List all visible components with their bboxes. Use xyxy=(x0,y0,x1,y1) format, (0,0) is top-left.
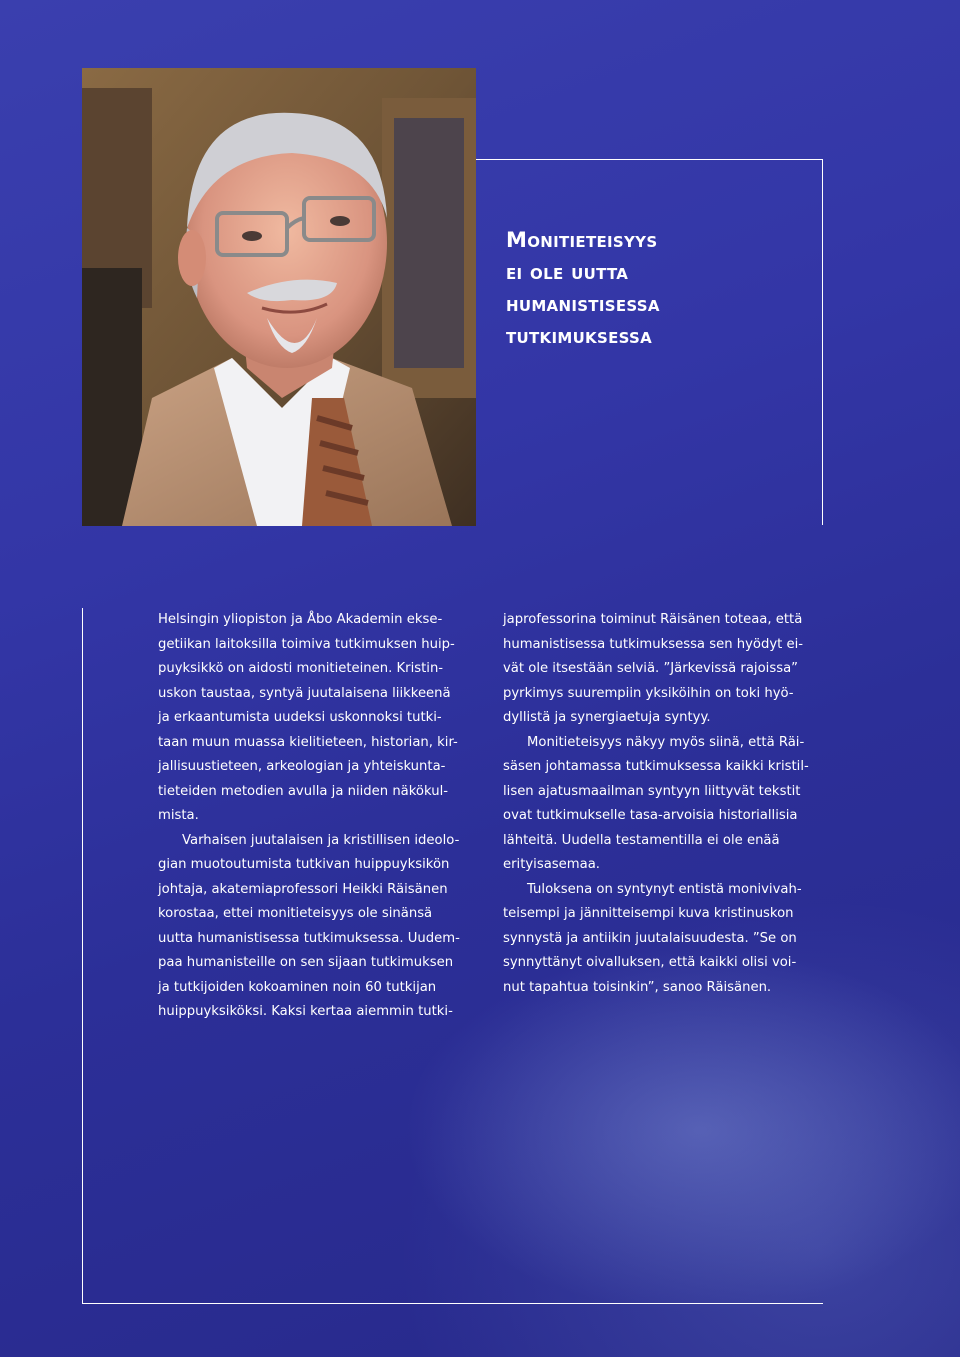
text-line: japrofessorina toiminut Räisänen toteaa, että xyxy=(503,612,803,627)
left-text-column xyxy=(158,608,480,1025)
title-line-1: Monitieteisyys xyxy=(506,228,658,252)
text-line: puyksikkö on aidosti monitieteinen. Kristin- xyxy=(158,661,444,676)
text-line: lähteitä. Uudella testamentilla ei ole enää xyxy=(503,832,780,848)
text-line: paa humanisteille on sen sijaan tutkimuksen xyxy=(158,955,454,970)
portrait-photo xyxy=(82,68,476,526)
text-line: huippuyksiköksi. Kaksi kertaa aiemmin tutki- xyxy=(158,1004,453,1019)
text-line: ja erkaantumista uudeksi uskonnoksi tutki- xyxy=(158,710,442,725)
text-line: Tuloksena on syntynyt entistä monivivah- xyxy=(527,881,802,897)
text-line: mista. xyxy=(158,808,199,823)
text-line: pyrkimys suurempiin yksiköihin on toki hyö- xyxy=(503,685,794,701)
text-line: taan muun muassa kielitieteen, historian, kir- xyxy=(158,734,458,750)
frame-bottom-line xyxy=(82,1303,823,1304)
text-line: Varhaisen juutalaisen ja kristillisen ideolo- xyxy=(182,832,460,848)
text-line: dyllistä ja synergiaetuja syntyy. xyxy=(503,710,711,725)
text-line: uskon taustaa, syntyä juutalaisena liikkeenä xyxy=(158,685,451,701)
text-line: erityisasemaa. xyxy=(503,857,600,872)
title-line-4: tutkimuksessa xyxy=(506,324,653,348)
text-line: johtaja, akatemiaprofessori Heikki Räisänen xyxy=(158,881,448,897)
text-line: synnystä ja antiikin juutalaisuudesta. ”Se on xyxy=(503,930,797,946)
frame-top-line xyxy=(476,159,823,160)
text-line: Helsingin yliopiston ja Åbo Akademin ekse- xyxy=(158,612,443,627)
text-line: nut tapahtua toisinkin”, sanoo Räisänen. xyxy=(503,979,772,995)
text-line: humanistisessa tutkimuksessa sen hyödyt ei- xyxy=(503,636,804,652)
text-line: vät ole itsestään selviä. ”Järkevissä rajoissa” xyxy=(503,661,798,676)
text-line: jallisuustieteen, arkeologian ja yhteiskunta- xyxy=(158,759,446,774)
title-line-2: ei ole uutta xyxy=(506,260,629,284)
text-line: Monitieteisyys näkyy myös siinä, että Räi- xyxy=(527,734,805,750)
title-line-3: humanistisessa xyxy=(506,292,660,316)
text-line: synnyttänyt oivalluksen, että kaikki olisi voi- xyxy=(503,955,797,970)
article-title xyxy=(506,224,806,352)
portrait-illustration xyxy=(82,68,476,526)
text-line: teisempi ja jännitteisempi kuva kristinuskon xyxy=(503,906,794,921)
text-line: tieteiden metodien avulla ja niiden näkökul- xyxy=(158,783,449,799)
text-line: lisen ajatusmaailman syntyyn liittyvät tekstit xyxy=(503,783,801,799)
text-line: gian muotoutumista tutkivan huippuyksikön xyxy=(158,857,450,872)
frame-left-line xyxy=(82,608,83,1304)
right-text-column xyxy=(503,608,821,1000)
text-line: ja tutkijoiden kokoaminen noin 60 tutkijan xyxy=(158,979,437,995)
text-line: korostaa, ettei monitieteisyys ole sinänsä xyxy=(158,906,433,921)
text-line: uutta humanistisessa tutkimuksessa. Uudem- xyxy=(158,930,460,946)
text-line: säsen johtamassa tutkimuksessa kaikki kristil- xyxy=(503,759,809,774)
text-line: getiikan laitoksilla toimiva tutkimuksen huip- xyxy=(158,636,455,652)
frame-right-line xyxy=(822,159,823,525)
text-line: ovat tutkimukselle tasa-arvoisia historiallisia xyxy=(503,808,798,823)
